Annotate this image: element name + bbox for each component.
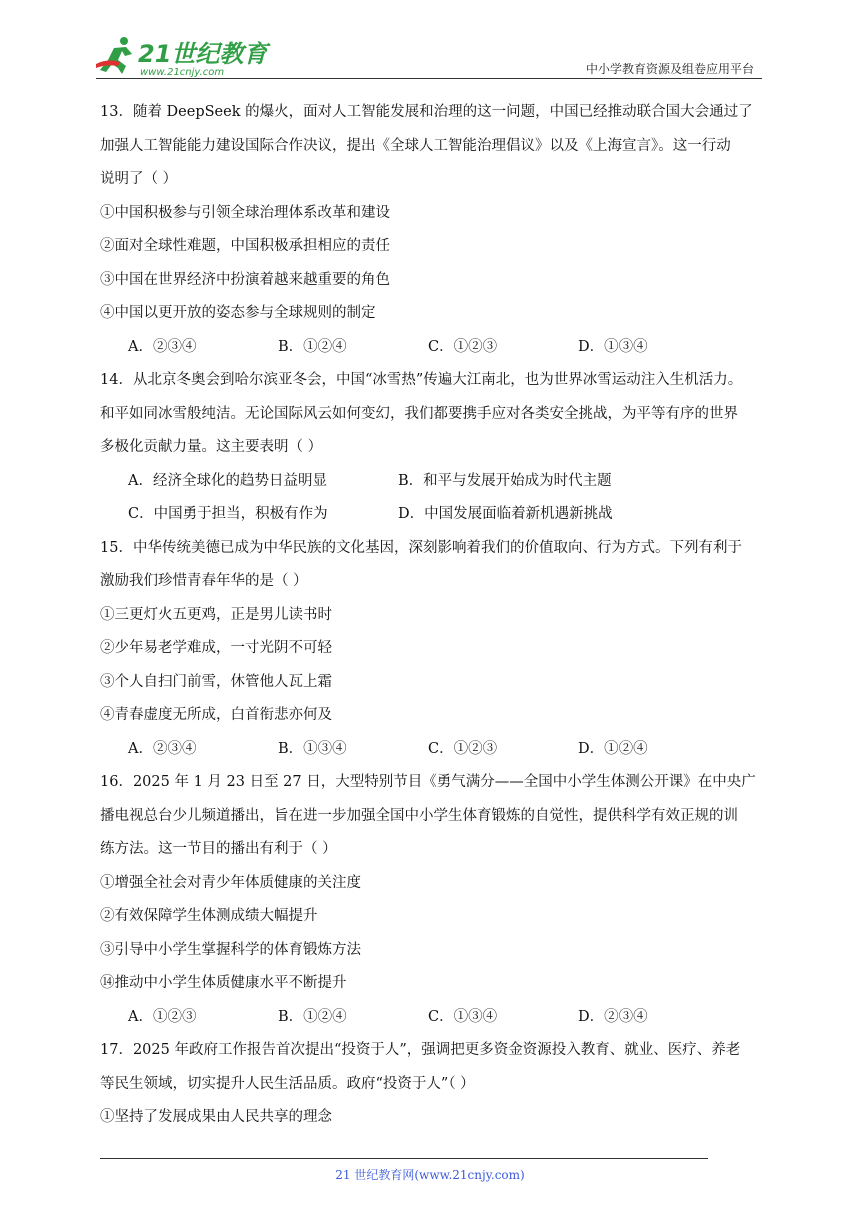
question-stem-line: 和平如同冰雪般纯洁。无论国际风云如何变幻，我们都要携手应对各类安全挑战，为平等有序的世界	[100, 405, 738, 422]
header-divider	[96, 78, 762, 79]
statement: ②少年易老学难成，一寸光阴不可轻	[100, 640, 332, 656]
option-d: D．①③④	[578, 338, 648, 355]
statement: ②有效保障学生体测成绩大幅提升	[100, 908, 318, 924]
logo-url: www.21cnjy.com	[140, 67, 225, 78]
option-c: C．①②③	[428, 338, 498, 355]
question-list	[100, 96, 768, 1135]
statement: ②面对全球性难题，中国积极承担相应的责任	[100, 238, 390, 254]
question-17	[100, 1034, 768, 1135]
question-stem-line: 13．随着 DeepSeek 的爆火，面对人工智能发展和治理的这一问题，中国已经推动联合国大会通过了	[100, 104, 753, 120]
question-14	[100, 364, 768, 532]
question-stem-line: 多极化贡献力量。这主要表明（ ）	[100, 439, 323, 455]
option-c: C．①③④	[428, 1008, 498, 1025]
option-a: A．②③④	[128, 338, 197, 355]
question-stem-line: 加强人工智能能力建设国际合作决议，提出《全球人工智能治理倡议》以及《上海宣言》。这一行动	[100, 137, 731, 154]
question-stem-line: 激励我们珍惜青春年华的是（ ）	[100, 573, 308, 589]
page-header	[0, 0, 860, 80]
question-15	[100, 532, 768, 767]
option-b: B．①②④	[278, 1008, 347, 1025]
question-stem-line: 说明了（ ）	[100, 171, 178, 187]
statement: ③中国在世界经济中扮演着越来越重要的角色	[100, 271, 390, 288]
statement: ①坚持了发展成果由人民共享的理念	[100, 1109, 332, 1125]
statement: ③引导中小学生掌握科学的体育锻炼方法	[100, 941, 361, 958]
question-stem-line: 16．2025 年 1 月 23 日至 27 日，大型特别节目《勇气满分——全国中小学生体测公开课》在中央广	[100, 774, 756, 790]
option-c: C．①②③	[428, 740, 498, 757]
answer-options	[100, 1001, 768, 1035]
footer-divider	[100, 1158, 708, 1159]
statement: ⑭推动中小学生体质健康水平不断提升	[100, 975, 347, 991]
statement: ①三更灯火五更鸡，正是男儿读书时	[100, 606, 332, 623]
logo-21cnjy	[92, 34, 272, 80]
answer-options	[100, 498, 768, 532]
logo-title: 21世纪教育	[138, 40, 268, 68]
question-13	[100, 96, 768, 364]
statement: ④青春虚度无所成，白首衔悲亦何及	[100, 707, 332, 723]
option-d: D．②③④	[578, 1008, 648, 1025]
statement: ④中国以更开放的姿态参与全球规则的制定	[100, 305, 376, 321]
question-stem-line: 播电视总台少儿频道播出，旨在进一步加强全国中小学生体育锻炼的自觉性，提供科学有效正规的训	[100, 807, 738, 824]
answer-options	[100, 331, 768, 365]
answer-options	[100, 733, 768, 767]
option-d: D．①②④	[578, 740, 648, 757]
option-a: A．②③④	[128, 740, 197, 757]
answer-options	[100, 465, 768, 499]
question-16	[100, 766, 768, 1034]
footer-text: 21 世纪教育网(www.21cnjy.com)	[335, 1168, 525, 1182]
statement: ③个人自扫门前雪，休管他人瓦上霜	[100, 673, 332, 690]
option-d: D．中国发展面临着新机遇新挑战	[398, 506, 613, 522]
statement: ①增强全社会对青少年体质健康的关注度	[100, 874, 361, 891]
question-stem-line: 等民生领域，切实提升人民生活品质。政府“投资于人”（ ）	[100, 1075, 475, 1092]
option-a: A．①②③	[128, 1008, 197, 1025]
question-stem-line: 14．从北京冬奥会到哈尔滨亚冬会，中国“冰雪热”传遍大江南北，也为世界冰雪运动注入生机活力。	[100, 372, 743, 388]
option-b: B．①③④	[278, 740, 347, 757]
question-stem-line: 17．2025 年政府工作报告首次提出“投资于人”，强调把更多资金资源投入教育、就业、医疗、养老	[100, 1042, 741, 1058]
question-stem-line: 15．中华传统美德已成为中华民族的文化基因，深刻影响着我们的价值取向、行为方式。下列有利于	[100, 539, 742, 556]
question-stem-line: 练方法。这一节目的播出有利于（ ）	[100, 841, 337, 857]
option-a: A．经济全球化的趋势日益明显	[128, 472, 327, 489]
platform-name: 中小学教育资源及组卷应用平台	[585, 62, 754, 76]
runner-icon	[96, 37, 132, 74]
option-b: B．和平与发展开始成为时代主题	[398, 472, 612, 489]
option-c: C．中国勇于担当，积极有作为	[128, 506, 328, 522]
option-b: B．①②④	[278, 338, 347, 355]
statement: ①中国积极参与引领全球治理体系改革和建设	[100, 204, 390, 221]
